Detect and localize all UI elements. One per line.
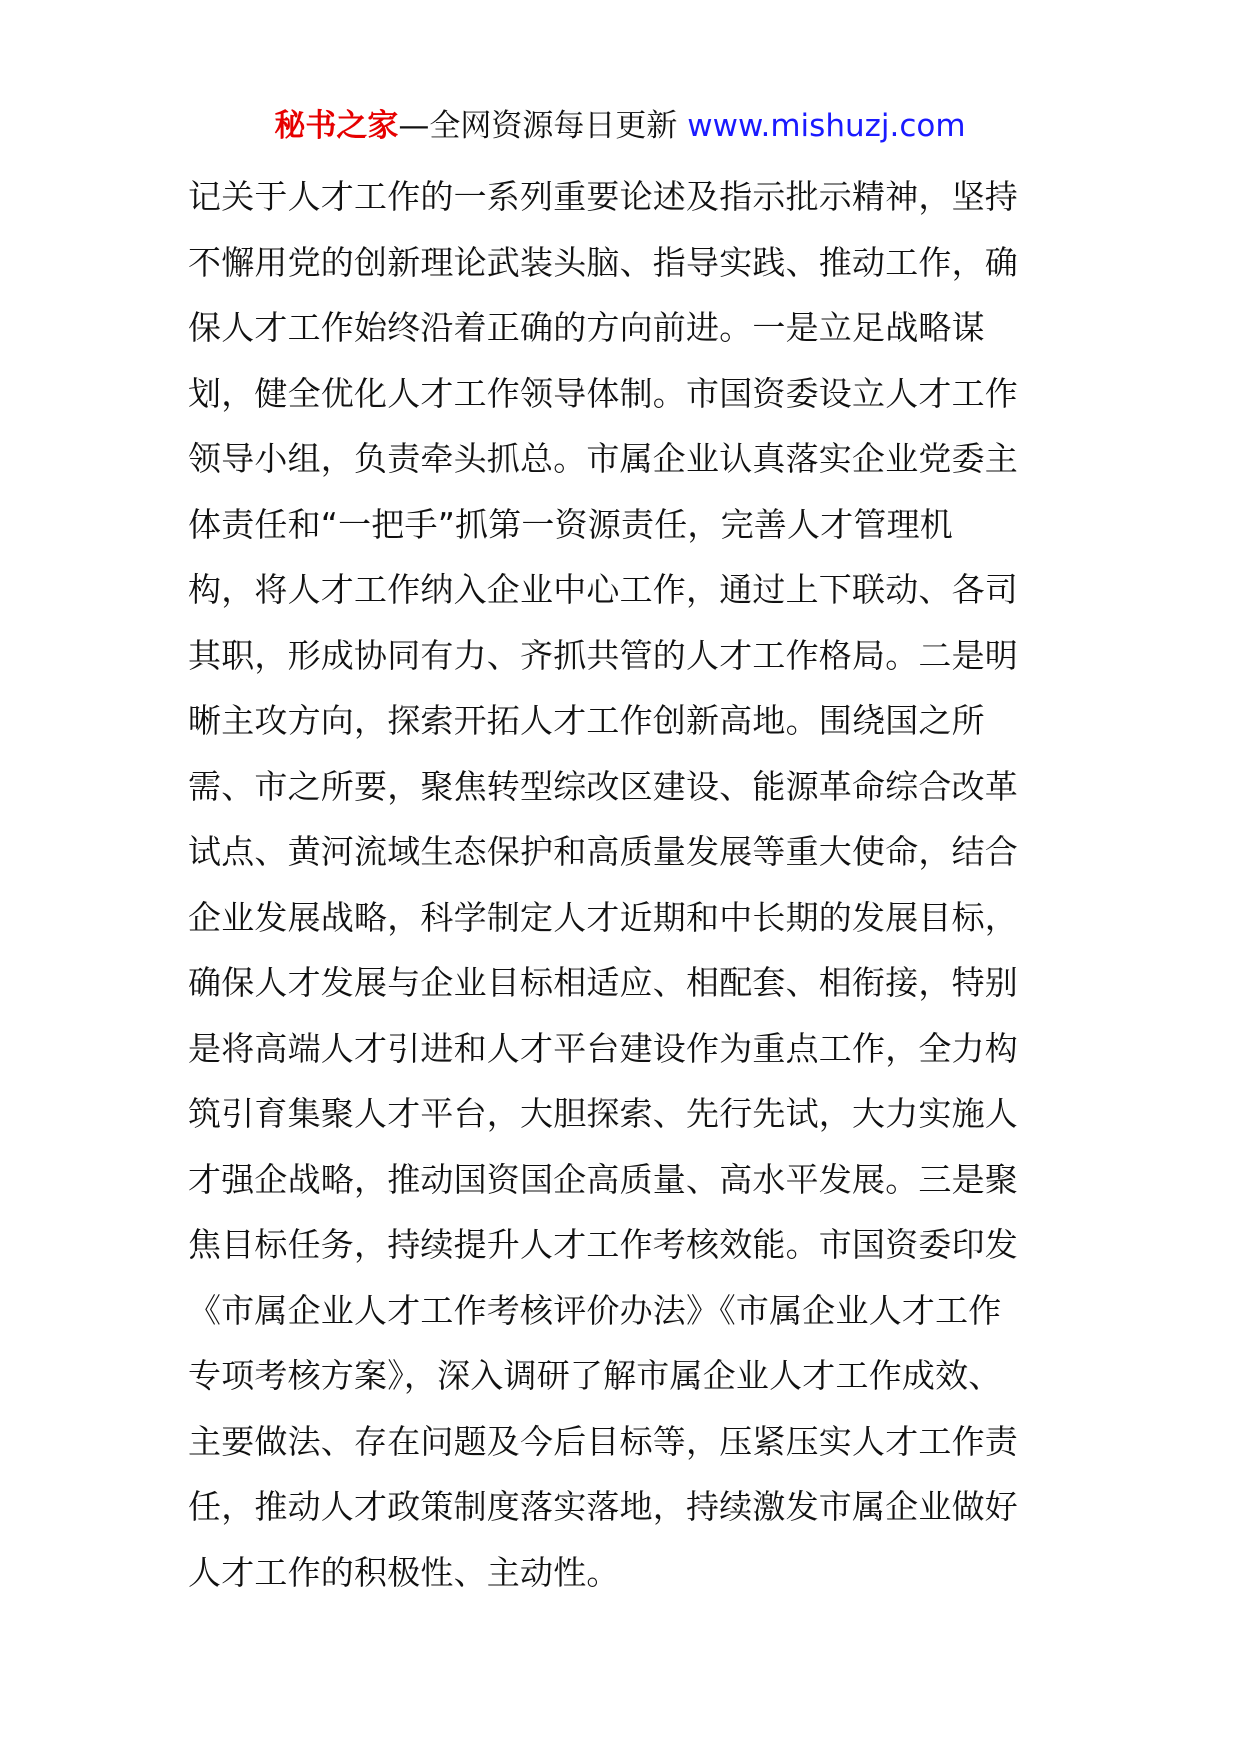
body-line: 确保人才发展与企业目标相适应、相配套、相衔接，特别 [188,963,1018,1002]
body-line: 主要做法、存在问题及今后目标等，压紧压实人才工作责 [188,1421,1018,1461]
body-line: 构，将人才工作纳入企业中心工作，通过上下联动、各司 [188,570,1018,609]
body-line: 是将高端人才引进和人才平台建设作为重点工作，全力构 [188,1028,1018,1068]
body-line: 专项考核方案》，深入调研了解市属企业人才工作成效、 [188,1356,1002,1395]
body-line: 《市属企业人才工作考核评价办法》《市属企业人才工作 [188,1290,1002,1330]
site-url-link[interactable]: www.mishuzj.com [687,108,966,144]
body-line: 划，健全优化人才工作领导体制。市国资委设立人才工作 [188,373,1018,413]
body-line: 记关于人才工作的一系列重要论述及指示批示精神，坚持 [188,177,1018,216]
body-line: 需、市之所要，聚焦转型综改区建设、能源革命综合改革 [188,766,1018,806]
brand-name: 秘书之家 [274,108,399,144]
body-line: 人才工作的积极性、主动性。 [188,1552,620,1592]
body-line: 企业发展战略，科学制定人才近期和中长期的发展目标， [188,897,1018,937]
body-line: 体责任和“一把手”抓第一资源责任，完善人才管理机 [188,504,953,544]
page-header [0,104,1240,148]
body-line: 焦目标任务，持续提升人才工作考核效能。市国资委印发 [188,1225,1018,1264]
body-line: 任，推动人才政策制度落实落地，持续激发市属企业做好 [188,1487,1018,1526]
body-line: 晰主攻方向，探索开拓人才工作创新高地。围绕国之所 [188,701,985,740]
document-body [188,164,1068,1605]
body-line: 才强企战略，推动国资国企高质量、高水平发展。三是聚 [188,1159,1018,1199]
body-line: 筑引育集聚人才平台，大胆探索、先行先试，大力实施人 [188,1094,1018,1133]
header-tagline: —全网资源每日更新 [398,108,678,144]
body-line: 保人才工作始终沿着正确的方向前进。一是立足战略谋 [188,308,985,347]
body-line: 其职，形成协同有力、齐抓共管的人才工作格局。二是明 [188,635,1018,675]
body-line: 试点、黄河流域生态保护和高质量发展等重大使命，结合 [188,832,1018,871]
body-line: 不懈用党的创新理论武装头脑、指导实践、推动工作，确 [188,242,1018,282]
body-line: 领导小组，负责牵头抓总。市属企业认真落实企业党委主 [188,439,1018,478]
